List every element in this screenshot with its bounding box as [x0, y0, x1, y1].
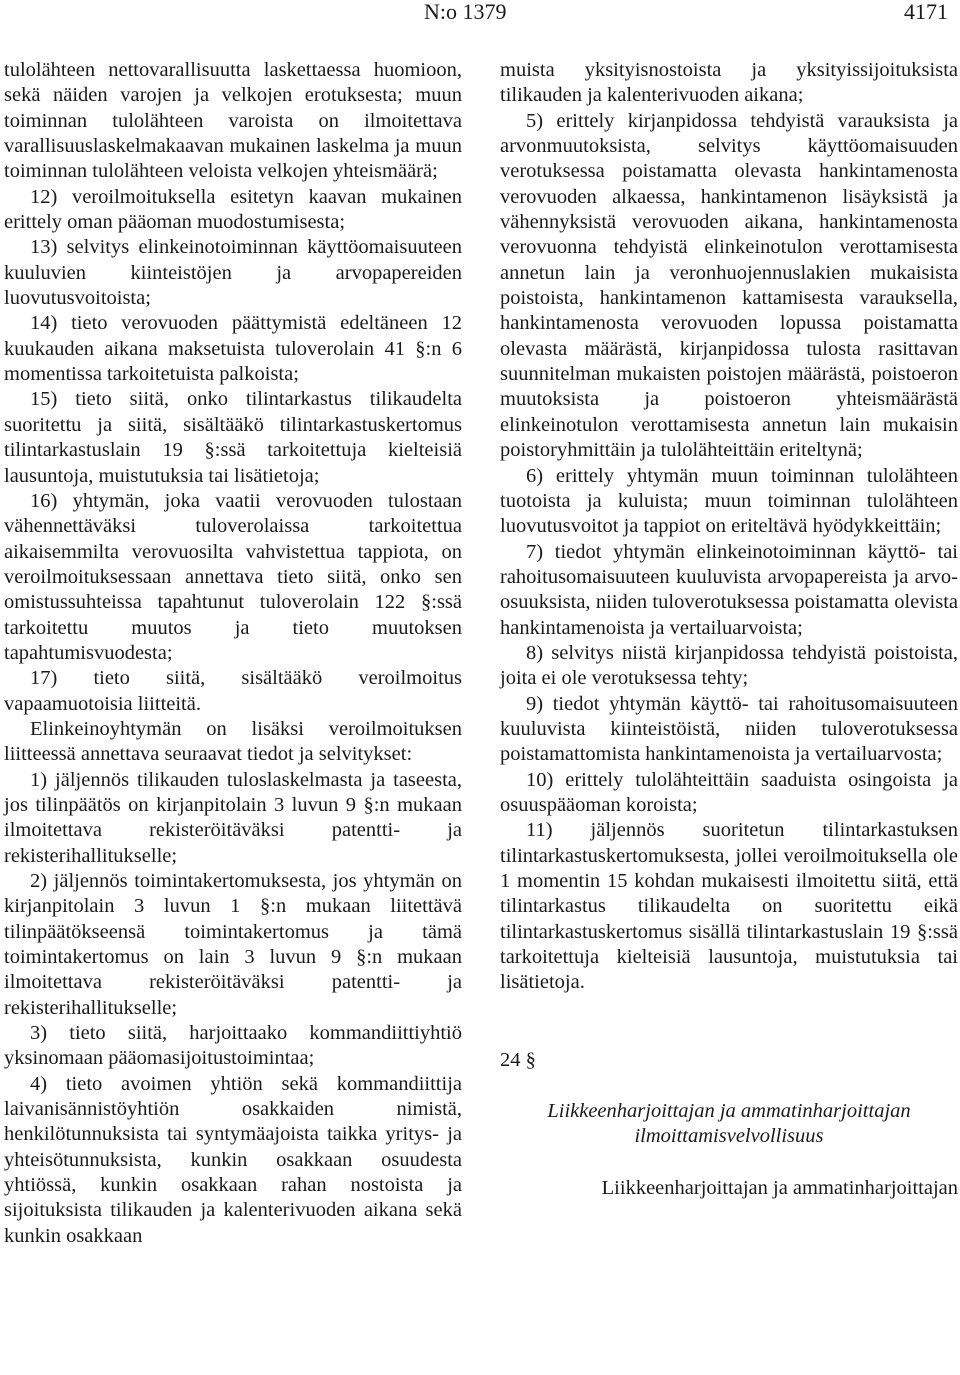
list-item-4: 4) tieto avoimen yhtiön sekä kommandiittija laivanisännistöyhtiön osakkaiden nimistä, henkilötunnuksista tai syntymäajoista taikka yritys- ja yhteisötunnuksista, kunkin osakkaan osuudesta yhtiössä, kunkin osakkaan rahan nostoista ja sijoituksista tilikauden ja kalenterivuoden aikana sekä kunkin osakkaan: [4, 1072, 462, 1247]
list-item-7: 7) tiedot yhtymän elinkeinotoiminnan käyttö- tai rahoitusomaisuuteen kuuluvista arvopapereista ja arvo-osuuksista, niiden tuloverotuksessa poistamatta olevista hankintamenoista ja vertailuarvoista;: [500, 540, 958, 639]
page-header: [0, 0, 960, 30]
left-column: [4, 58, 462, 1249]
section-number: 24 §: [500, 1048, 536, 1071]
list-item-2: 2) jäljennös toimintakertomuksesta, jos yhtymän on kirjanpitolain 3 luvun 1 §:n mukaan liitettävä tilinpäätökseensä toimintakertomus ja tämä toimintakertomus on lain 3 luvun 9 §:n mukaan ilmoitettava rekisteröitäväksi patentti- ja rekisterihallitukselle;: [4, 870, 462, 1019]
list-item-8: 8) selvitys niistä kirjanpidossa tehdyistä poistoista, joita ei ole verotuksessa tehty;: [500, 641, 958, 690]
list-item-13: 13) selvitys elinkeinotoiminnan käyttöomaisuuteen kuuluvien kiinteistöjen ja arvopapereiden luovutusvoitoista;: [4, 236, 462, 310]
section-title: Liikkeenharjoittajan ja ammatinharjoittajan ilmoittamisvelvollisuus: [547, 1100, 911, 1148]
paragraph: tulolähteen nettovarallisuutta laskettaessa huomioon, sekä näiden varojen ja velkojen erotuksesta; muun toiminnan tulolähteen varoista on ilmoitettava varallisuuslaskelmakaavan mukainen laskelma ja muun toiminnan tulolähteen veloista velkojen yhteismäärä;: [4, 59, 462, 183]
list-item-15: 15) tieto siitä, onko tilintarkastus tilikaudelta suoritettu ja siitä, sisältääkö tilintarkastuskertomus tilintarkastuslain 19 §:ssä tarkoitettuja kielteisiä lausuntoja, muistutuksia tai lisätietoja;: [4, 388, 462, 487]
list-item-3: 3) tieto siitä, harjoittaako kommandiittiyhtiö yksinomaan pääomasijoitustoimintaa;: [4, 1022, 462, 1070]
section-body: Liikkeenharjoittajan ja ammatinharjoittajan: [601, 1176, 958, 1199]
list-item-5: 5) erittely kirjanpidossa tehdyistä varauksista ja arvonmuutoksista, selvitys käyttöomaisuuden verotuksessa poistamatta olevasta hankintamenosta verovuoden alkaessa, hankintamenon lisäyksistä ja vähennyksistä verovuoden aikana, hankintamenosta verovuonna tehdyistä elinkeinotulon verottamisesta annetun lain ja veronhuojennuslakien mukaisista poistoista, hankintamenon kattamisesta varauksella, hankintamenosta verovuoden lopussa poistamatta olevasta määrästä, kirjanpidossa tulosta rasittavan suunnitelman mukaisten poistojen määrästä, poistoeron muutoksista ja poistoeron yhteismäärästä elinkeinotulon verottamisesta annetun lain mukaisin poistoryhmittäin ja tulolähteittäin eriteltynä;: [500, 109, 958, 462]
list-item-16: 16) yhtymän, joka vaatii verovuoden tulostaan vähennettäväksi tuloverolaissa tarkoitettua aikaisemmilta verovuosilta vahvistettua tappiota, on veroilmoituksessaan annettava tieto siitä, onko sen omistussuhteissa tapahtunut tuloverolain 122 §:ssä tarkoitettu muutos ja tieto muutoksen tapahtumisvuodesta;: [4, 489, 462, 664]
list-item-17: 17) tieto siitä, sisältääkö veroilmoitus vapaamuotoisia liitteitä.: [4, 667, 462, 715]
issue-number: N:o 1379: [424, 0, 507, 24]
list-item-14: 14) tieto verovuoden päättymistä edeltäneen 12 kuukauden aikana maksetuista tuloverolain 41 §:n 6 momentissa tarkoitetuista palkoista;: [4, 312, 462, 386]
paragraph-continued: muista yksityisnostoista ja yksityissijoituksista tilikauden ja kalenterivuoden aikana;: [500, 59, 958, 107]
list-item-1: 1) jäljennös tilikauden tuloslaskelmasta ja taseesta, jos tilinpäätös on kirjanpitolain 3 luvun 9 §:n mukaan ilmoitettava rekisteröitäväksi patentti- ja rekisterihallitukselle;: [4, 768, 462, 867]
list-item-12: 12) veroilmoituksella esitetyn kaavan mukainen erittely oman pääoman muodostumisesta;: [4, 185, 462, 234]
list-item-11: 11) jäljennös suoritetun tilintarkastuksen tilintarkastuskertomuksesta, jollei veroilmoituksella ole 1 momentin 15 kohdan mukaisesti ilmoitettu siitä, että tilintarkastus tilikaudelta on suoritettu eikä tilintarkastuskertomus sisällä tilintarkastuslain 19 §:ssä tarkoitettuja kielteisiä lausuntoja, muistutuksia tai lisätietoja.: [500, 819, 958, 994]
list-item-10: 10) erittely tulolähteittäin saaduista osingoista ja osuuspääoman koroista;: [500, 768, 958, 816]
right-column: [500, 58, 958, 1201]
list-item-9: 9) tiedot yhtymän käyttö- tai rahoitusomaisuuteen kuuluvista kiinteistöistä, niiden tuloverotuksessa poistamattomista hankintamenoista ja vertailuarvosta;: [500, 692, 958, 766]
paragraph-intro: Elinkeinoyhtymän on lisäksi veroilmoituksen liitteessä annettava seuraavat tiedot ja selvitykset:: [4, 717, 462, 766]
page-number: 4171: [904, 0, 948, 24]
list-item-6: 6) erittely yhtymän muun toiminnan tulolähteen tuotoista ja kuluista; muun toiminnan tulolähteen luovutusvoitot ja tappiot on eriteltävä hyödykkeittäin;: [500, 464, 958, 538]
